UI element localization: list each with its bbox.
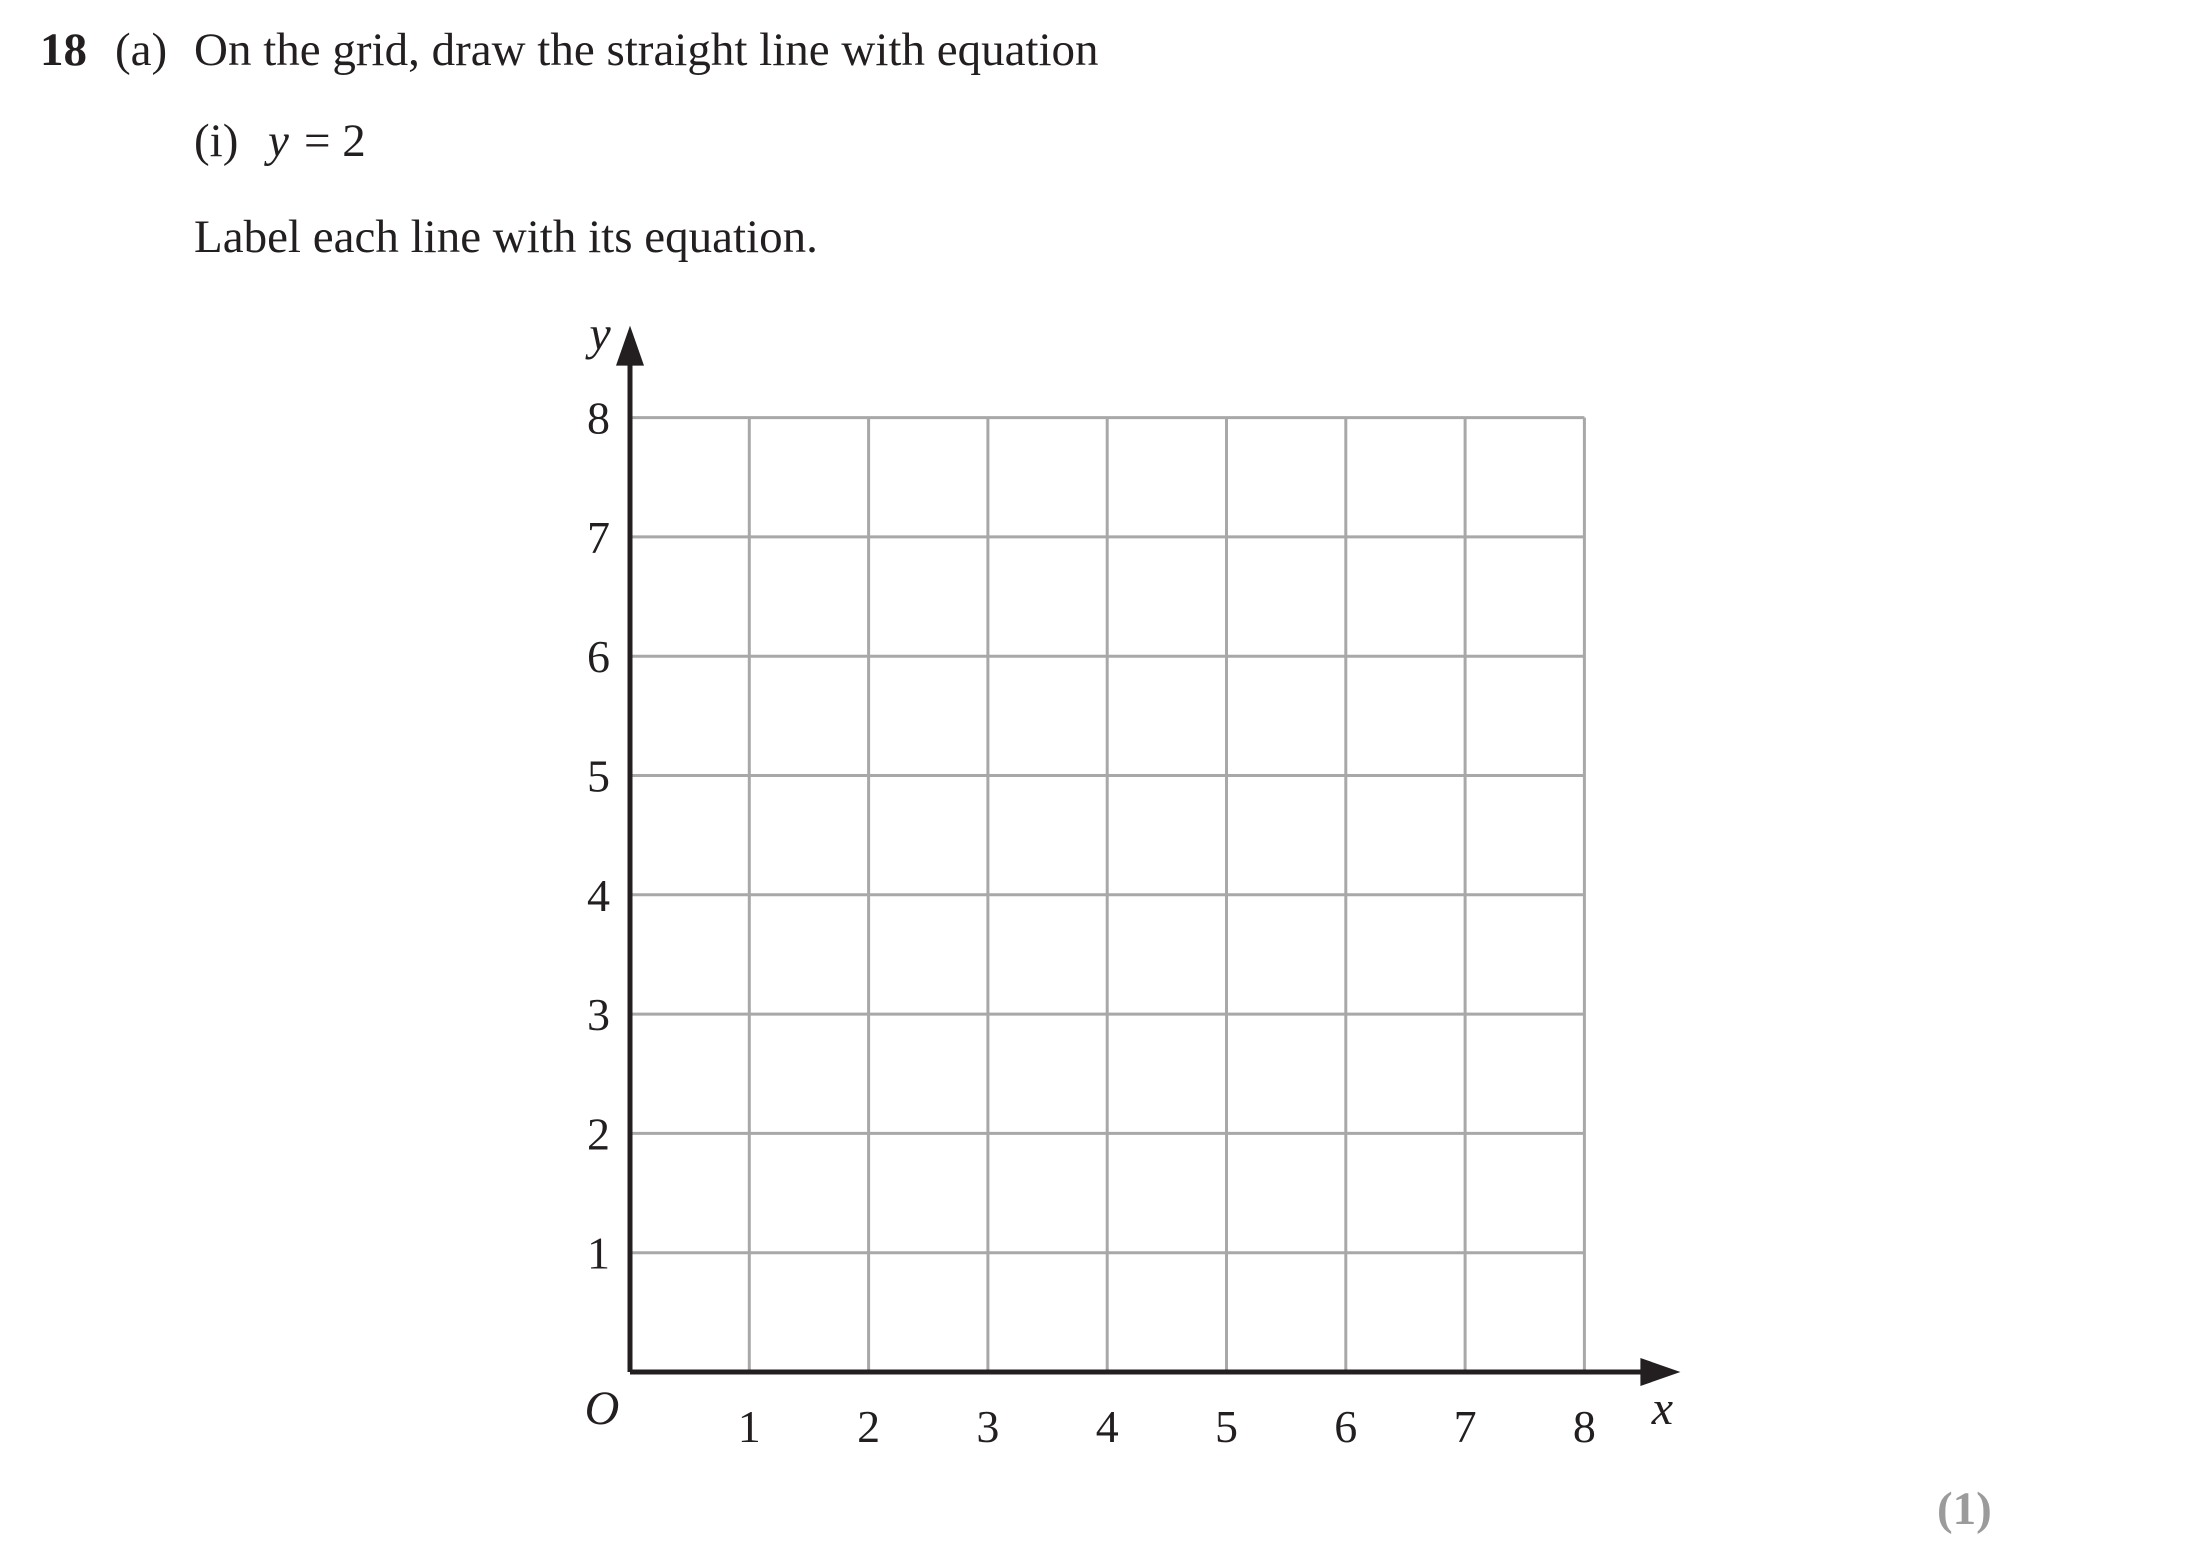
y-tick-label-6: 6 [587,631,610,683]
equation-variable: y [268,115,289,167]
x-tick-label-3: 3 [976,1401,1000,1452]
question-instruction: On the grid, draw the straight line with equation [194,24,1099,76]
grid-lines [630,418,1584,1372]
x-tick-label-8: 8 [1572,1401,1596,1452]
origin-label: O [584,1382,620,1435]
x-tick-label-5: 5 [1215,1401,1238,1452]
y-tick-label-8: 8 [587,392,610,444]
y-axis-label: y [589,307,611,361]
y-tick-label-5: 5 [587,750,610,802]
tick-labels [584,308,1673,1452]
y-tick-label-1: 1 [587,1227,610,1279]
label-instruction: Label each line with its equation. [194,211,818,263]
x-tick-label-2: 2 [857,1401,881,1452]
axes [616,326,1680,1386]
y-tick-label-2: 2 [587,1108,610,1160]
equation-value: = 2 [304,115,366,167]
y-tick-label-3: 3 [587,989,610,1041]
x-tick-label-6: 6 [1334,1401,1358,1452]
y-tick-label-4: 4 [587,869,610,921]
x-tick-label-4: 4 [1095,1401,1119,1452]
question-number: 18 [40,24,87,76]
x-axis-label: x [1651,1382,1674,1435]
x-tick-label-1: 1 [737,1401,761,1452]
question-part-label: (a) [115,24,168,76]
marks-indicator: (1) [1937,1483,1992,1535]
y-tick-label-7: 7 [587,511,610,563]
subpart-label: (i) [194,115,239,167]
x-tick-label-7: 7 [1453,1401,1477,1452]
y-axis-arrow-icon [616,326,644,366]
